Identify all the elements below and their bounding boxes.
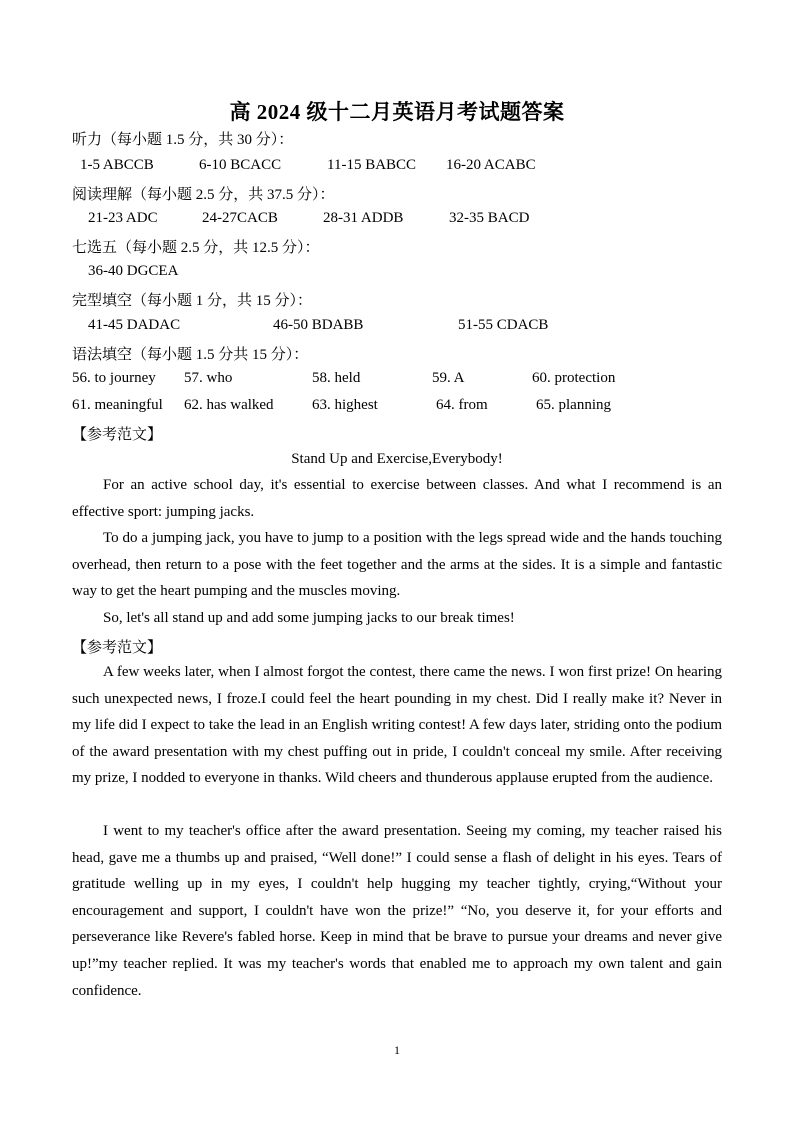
grammar-answer: 58. held <box>312 370 361 386</box>
grammar-answer: 59. A <box>432 370 465 386</box>
cloze-heading: 完型填空（每小题 1 分，共 15 分）： <box>72 293 313 309</box>
essay-1-title: Stand Up and Exercise,Everybody! <box>291 451 503 467</box>
listening-answers-row <box>0 157 794 179</box>
grammar-answer: 65. planning <box>536 397 611 413</box>
essay-1-label: 【参考范文】 <box>72 427 163 443</box>
seven-five-heading: 七选五（每小题 2.5 分，共 12.5 分）： <box>72 240 320 256</box>
listening-heading: 听力（每小题 1.5 分，共 30 分）： <box>72 132 294 148</box>
answer-group: 28-31 ADDB <box>323 210 404 226</box>
grammar-answer: 64. from <box>436 397 488 413</box>
grammar-answer: 57. who <box>184 370 233 386</box>
cloze-answers-row <box>0 317 794 339</box>
grammar-answer: 62. has walked <box>184 397 274 413</box>
answer-group: 36-40 DGCEA <box>88 263 179 279</box>
essay-1-paragraph: To do a jumping jack, you have to jump to a position with the legs spread wide and the hands touching overhead, then return to a pose with the feet together and the arms at the sides. It is a simple and fantastic way to get the heart pumping and the muscles moving. <box>72 530 722 600</box>
answer-group: 11-15 BABCC <box>327 157 417 173</box>
seven-five-answers-row <box>0 263 794 285</box>
essay-1-paragraph: So, let's all stand up and add some jumping jacks to our break times! <box>103 610 515 626</box>
grammar-answer: 56. to journey <box>72 370 156 386</box>
page-number: 1 <box>394 1043 400 1057</box>
essay-2-paragraph: A few weeks later, when I almost forgot the contest, there came the news. I won first prize! On hearing such unexpected news, I froze.I could feel the heart pounding in my chest. Did I really make it? Never in my life did I expect to take the lead in an English writing contest! A few days later, striding onto the podium of the award presentation with my chest puffing out in pride, I couldn't conceal my smile. After receiving my prize, I nodded to everyone in thanks. Wild cheers and thunderous applause erupted from the audience. <box>72 664 722 787</box>
answer-group: 21-23 ADC <box>88 210 158 226</box>
page-title: 高 2024 级十二月英语月考试题答案 <box>229 100 565 124</box>
reading-heading: 阅读理解（每小题 2.5 分，共 37.5 分）： <box>72 187 335 203</box>
answer-group: 32-35 BACD <box>449 210 530 226</box>
answer-group: 41-45 DADAC <box>88 317 181 333</box>
essay-1-paragraph: For an active school day, it's essential to exercise between classes. And what I recommend is an effective sport: jumping jacks. <box>72 477 722 520</box>
answer-group: 1-5 ABCCB <box>80 157 154 173</box>
answer-group: 24-27CACB <box>202 210 278 226</box>
grammar-answer: 60. protection <box>532 370 616 386</box>
grammar-heading: 语法填空（每小题 1.5 分共 15 分）： <box>72 347 309 363</box>
grammar-answer: 61. meaningful <box>72 397 163 413</box>
essay-2-label: 【参考范文】 <box>72 640 163 656</box>
answer-group: 46-50 BDABB <box>273 317 364 333</box>
essay-2-paragraph: I went to my teacher's office after the award presentation. Seeing my coming, my teacher raised his head, gave me a thumbs up and praised, “Well done!” I could sense a flash of delight in his eyes. Tears of gratitude welling up in my eyes, I couldn't help hugging my teacher tightly, crying,“Without your encouragement and support, I couldn't have won the prize!” “No, you deserve it, for your efforts and perseverance like Revere's fabled horse. Keep in mind that be brave to pursue your dreams and never give up!”my teacher replied. It was my teacher's words that enabled me to approach my own talent and gain confidence. <box>72 823 722 999</box>
answer-group: 16-20 ACABC <box>446 157 536 173</box>
answer-group: 6-10 BCACC <box>199 157 282 173</box>
answer-group: 51-55 CDACB <box>458 317 549 333</box>
grammar-answers-row-1 <box>0 370 794 392</box>
grammar-answer: 63. highest <box>312 397 378 413</box>
reading-answers-row <box>0 210 794 232</box>
grammar-answers-row-2 <box>0 397 794 419</box>
